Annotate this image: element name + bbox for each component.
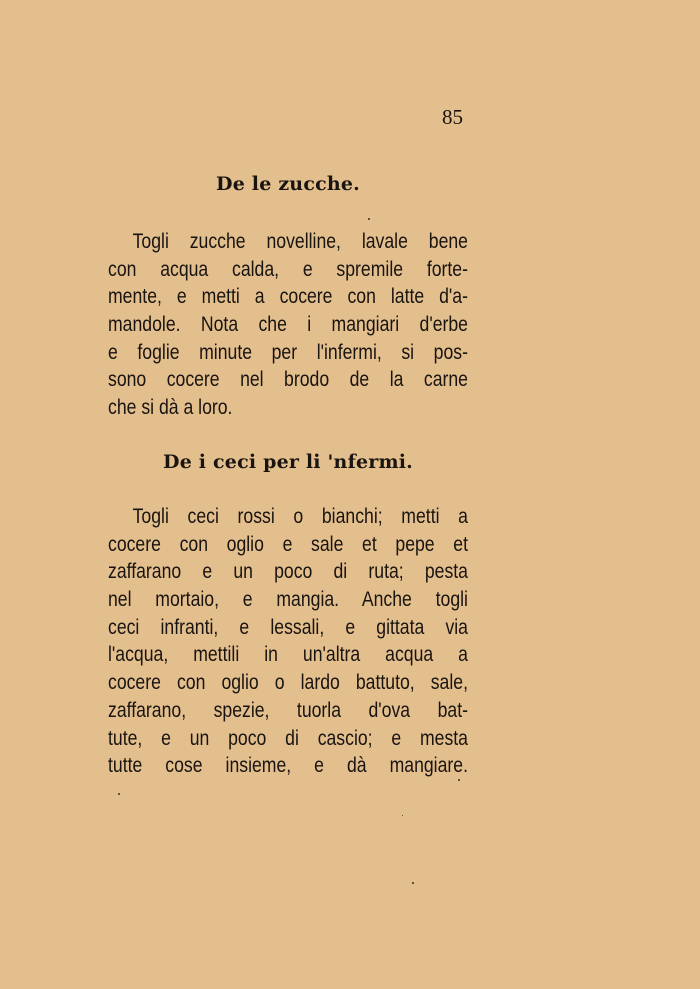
section-heading-zucche: De le zucche. [216,173,360,195]
text-line: cocere con oglio e sale et pepe et [108,531,468,556]
text-line: nel mortaio, e mangia. Anche togli [108,587,468,612]
text-line: e foglie minute per l'infermi, si pos- [108,339,468,364]
page-number: 85 [442,105,463,129]
text-line: tutte cose insieme, e dà mangiare. [108,753,468,778]
text-line: tute, e un poco di cascio; e mesta [108,725,468,750]
paper-speck [368,218,370,220]
text-line: cocere con oglio o lardo battuto, sale, [108,670,468,695]
section-heading-ceci: De i ceci per li 'nfermi. [163,451,413,473]
paper-speck [402,815,403,816]
text-line: zaffarano e un poco di ruta; pesta [108,559,468,584]
text-line: Togli ceci rossi o bianchi; metti a [132,504,468,528]
text-line: sono cocere nel brodo de la carne [108,367,468,392]
text-line: l'acqua, mettili in un'altra acqua a [108,642,468,667]
text-line: ceci infranti, e lessali, e gittata via [108,614,468,639]
recipe-text-ceci [108,503,468,780]
text-line: che si dà a loro. [108,395,233,420]
paper-speck [458,779,460,781]
paper-speck [412,882,414,884]
text-line: Togli zucche novelline, lavale bene [132,229,468,253]
text-line: mente, e metti a cocere con latte d'a- [108,284,468,309]
text-line: con acqua calda, e spremile forte- [108,256,468,281]
paper-speck [118,793,120,795]
text-line: mandole. Nota che i mangiari d'erbe [108,312,468,337]
recipe-text-zucche [108,228,468,422]
text-line: zaffarano, spezie, tuorla d'ova bat- [108,697,468,722]
